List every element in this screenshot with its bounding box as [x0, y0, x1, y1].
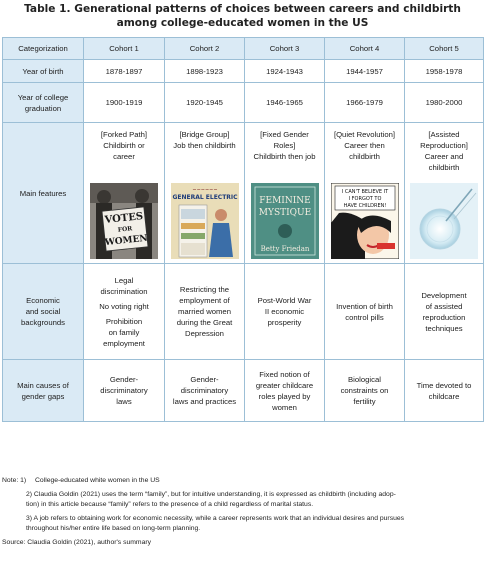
cell-grad-3: 1946-1965	[245, 83, 325, 123]
svg-text:HAVE CHILDREN!: HAVE CHILDREN!	[343, 203, 386, 209]
econ-4-line-2: control pills	[345, 312, 384, 322]
features-3-line-2: Roles]	[273, 141, 296, 150]
svg-text:~~~~~~: ~~~~~~	[191, 187, 218, 193]
note-label: Note: 1)	[2, 477, 27, 484]
features-5-line-2: Reproduction]	[420, 141, 468, 150]
econ-2-line-2: employment of	[179, 296, 230, 305]
econ-3-line-3: prosperity	[267, 318, 302, 327]
econ-5-line-4: techniques	[425, 323, 463, 333]
ivf-needle-image	[410, 183, 478, 259]
features-2-line-2: Job then childbirth	[173, 141, 236, 150]
cell-birth-3: 1924-1943	[245, 60, 325, 83]
cell-features-4	[325, 123, 405, 264]
features-1-line-2: Childbirth or	[103, 141, 145, 150]
econ-1-line-1: Legal	[114, 275, 134, 285]
cell-features-5	[405, 123, 484, 264]
gaps-3-line-2: greater childcare	[255, 380, 314, 390]
cell-grad-4: 1966-1979	[325, 83, 405, 123]
note-3-line-1: 3) A job refers to obtaining work for economic necessity, while a career represents work that an individual desires and pursues	[26, 515, 405, 522]
econ-1-line-2: discrimination	[100, 286, 148, 296]
gaps-3-line-3: roles played by	[258, 391, 311, 401]
features-4-line-1: [Quiet Revolution]	[333, 130, 396, 139]
rowhead-economic-social	[3, 264, 84, 360]
features-1-line-1: [Forked Path]	[100, 130, 148, 139]
row-year-of-birth	[3, 60, 484, 83]
features-1-line-3: career	[113, 152, 135, 161]
econ-1-line-4: Prohibition	[105, 316, 143, 326]
svg-text:MYSTIQUE: MYSTIQUE	[258, 208, 311, 218]
cell-birth-1: 1878-1897	[84, 60, 165, 83]
rowhead-econ-line-2: and social	[25, 307, 61, 316]
cell-gaps-3	[245, 360, 325, 422]
gaps-5-line-2: childcare	[428, 391, 460, 401]
gaps-4-line-1: Biological	[348, 375, 381, 384]
svg-text:I CAN'T BELIEVE IT: I CAN'T BELIEVE IT	[341, 189, 388, 195]
svg-text:FOR: FOR	[117, 225, 133, 234]
econ-4-line-1: Invention of birth	[336, 301, 393, 311]
features-2-line-1: [Bridge Group]	[179, 130, 230, 139]
gaps-1-line-3: laws	[116, 397, 132, 406]
econ-5-line-2: of assisted	[425, 301, 463, 311]
note-3-line-2: throughout his/her entire life based on long-term planning.	[26, 525, 201, 532]
gaps-1-line-1: Gender-	[109, 375, 139, 384]
features-3-line-1: [Fixed Gender	[260, 130, 309, 139]
gaps-2-line-2: discriminatory	[180, 386, 229, 395]
cell-grad-1: 1900-1919	[84, 83, 165, 123]
rowhead-main-features: Main features	[3, 123, 84, 264]
svg-text:FEMININE: FEMININE	[258, 196, 311, 206]
cell-econ-1	[84, 264, 165, 360]
econ-1-line-3: No voting right	[99, 301, 149, 311]
cell-birth-4: 1944-1957	[325, 60, 405, 83]
cell-gaps-2	[165, 360, 245, 422]
note-2-line-1: 2) Claudia Goldin (2021) uses the term “family”, but for intuitive understanding, it is expressed as childbirth (including adop-	[26, 491, 396, 498]
econ-2-line-5: Depression	[185, 329, 224, 338]
cell-econ-5	[405, 264, 484, 360]
cell-econ-2	[165, 264, 245, 360]
gaps-4-line-2: constraints on	[340, 386, 389, 395]
econ-5-line-3: reproduction	[422, 312, 466, 322]
row-gender-gaps	[3, 360, 484, 422]
rowhead-econ-line-3: backgrounds	[20, 318, 66, 327]
gaps-5-line-1: Time devoted to	[416, 380, 472, 390]
cell-grad-2: 1920-1945	[165, 83, 245, 123]
cell-birth-5: 1958-1978	[405, 60, 484, 83]
econ-2-line-4: during the Great	[176, 318, 233, 327]
rowhead-grad-line-2: graduation	[24, 103, 62, 113]
svg-text:WOMEN: WOMEN	[104, 233, 149, 249]
book-cover-image	[251, 183, 319, 259]
rowhead-gaps-line-2: gender gaps	[21, 391, 65, 401]
header-row	[3, 38, 484, 60]
gaps-3-line-4: women	[272, 402, 297, 412]
title-line-1: Table 1. Generational patterns of choices between careers and childbirth	[24, 3, 461, 15]
refrigerator-ad-image	[171, 183, 239, 259]
svg-text:Betty Friedan: Betty Friedan	[260, 245, 309, 253]
note-1: College-educated white women in the US	[35, 477, 160, 484]
row-main-features	[3, 123, 484, 264]
gaps-2-line-3: laws and practices	[172, 397, 237, 406]
row-year-of-graduation	[3, 83, 484, 123]
table-title	[0, 2, 485, 30]
title-line-2: among college-educated women in the US	[116, 17, 369, 29]
cell-features-2	[165, 123, 245, 264]
comic-panel-image	[331, 183, 399, 259]
gaps-2-line-1: Gender-	[190, 375, 219, 384]
cell-features-1	[84, 123, 165, 264]
econ-3-line-1: Post-World War	[257, 296, 312, 305]
svg-text:GENERAL ELECTRIC: GENERAL ELECTRIC	[171, 194, 238, 201]
cell-econ-4	[325, 264, 405, 360]
rowhead-econ-line-1: Economic	[26, 296, 60, 305]
source-note: Source: Claudia Goldin (2021), author's summary	[2, 539, 152, 546]
rowhead-gender-gaps	[3, 360, 84, 422]
header-cohort-3: Cohort 3	[245, 38, 325, 60]
rowhead-year-of-graduation	[3, 83, 84, 123]
rowhead-gaps-line-1: Main causes of	[17, 380, 69, 390]
econ-5-line-1: Development	[421, 290, 467, 300]
svg-text:I FORGOT TO: I FORGOT TO	[348, 196, 381, 202]
suffrage-photo-image	[90, 183, 158, 259]
features-5-line-3: Career and	[424, 152, 464, 161]
row-economic-social	[3, 264, 484, 360]
econ-1-line-5: on family	[108, 327, 140, 337]
cell-gaps-5	[405, 360, 484, 422]
header-cohort-5: Cohort 5	[405, 38, 484, 60]
features-5-line-1: [Assisted	[428, 130, 460, 139]
header-cohort-1: Cohort 1	[84, 38, 165, 60]
header-categorization: Categorization	[3, 38, 84, 60]
gaps-1-line-2: discriminatory	[100, 386, 148, 395]
features-3-line-3: Childbirth then job	[253, 152, 316, 161]
cell-econ-3	[245, 264, 325, 360]
svg-text:VOTES: VOTES	[104, 211, 144, 227]
note-2-line-2: tion) in this article because “family” refers to the presence of a child regardless of marital status.	[26, 501, 314, 508]
cell-birth-2: 1898-1923	[165, 60, 245, 83]
cell-grad-5: 1980-2000	[405, 83, 484, 123]
header-cohort-2: Cohort 2	[165, 38, 245, 60]
gaps-4-line-3: fertility	[353, 397, 376, 406]
cell-gaps-1	[84, 360, 165, 422]
econ-2-line-3: married women	[178, 307, 231, 316]
econ-2-line-1: Restricting the	[179, 285, 230, 294]
econ-1-line-6: employment	[103, 338, 145, 348]
header-cohort-4: Cohort 4	[325, 38, 405, 60]
econ-3-line-2: II economic	[264, 307, 305, 316]
features-4-line-3: childbirth	[349, 152, 380, 161]
cell-features-3	[245, 123, 325, 264]
rowhead-grad-line-1: Year of college	[17, 92, 69, 102]
rowhead-year-of-birth: Year of birth	[3, 60, 84, 83]
gaps-3-line-1: Fixed notion of	[259, 369, 310, 379]
features-5-line-4: childbirth	[428, 163, 460, 172]
features-4-line-2: Career then	[344, 141, 385, 150]
cohort-table	[2, 37, 484, 422]
cell-gaps-4	[325, 360, 405, 422]
